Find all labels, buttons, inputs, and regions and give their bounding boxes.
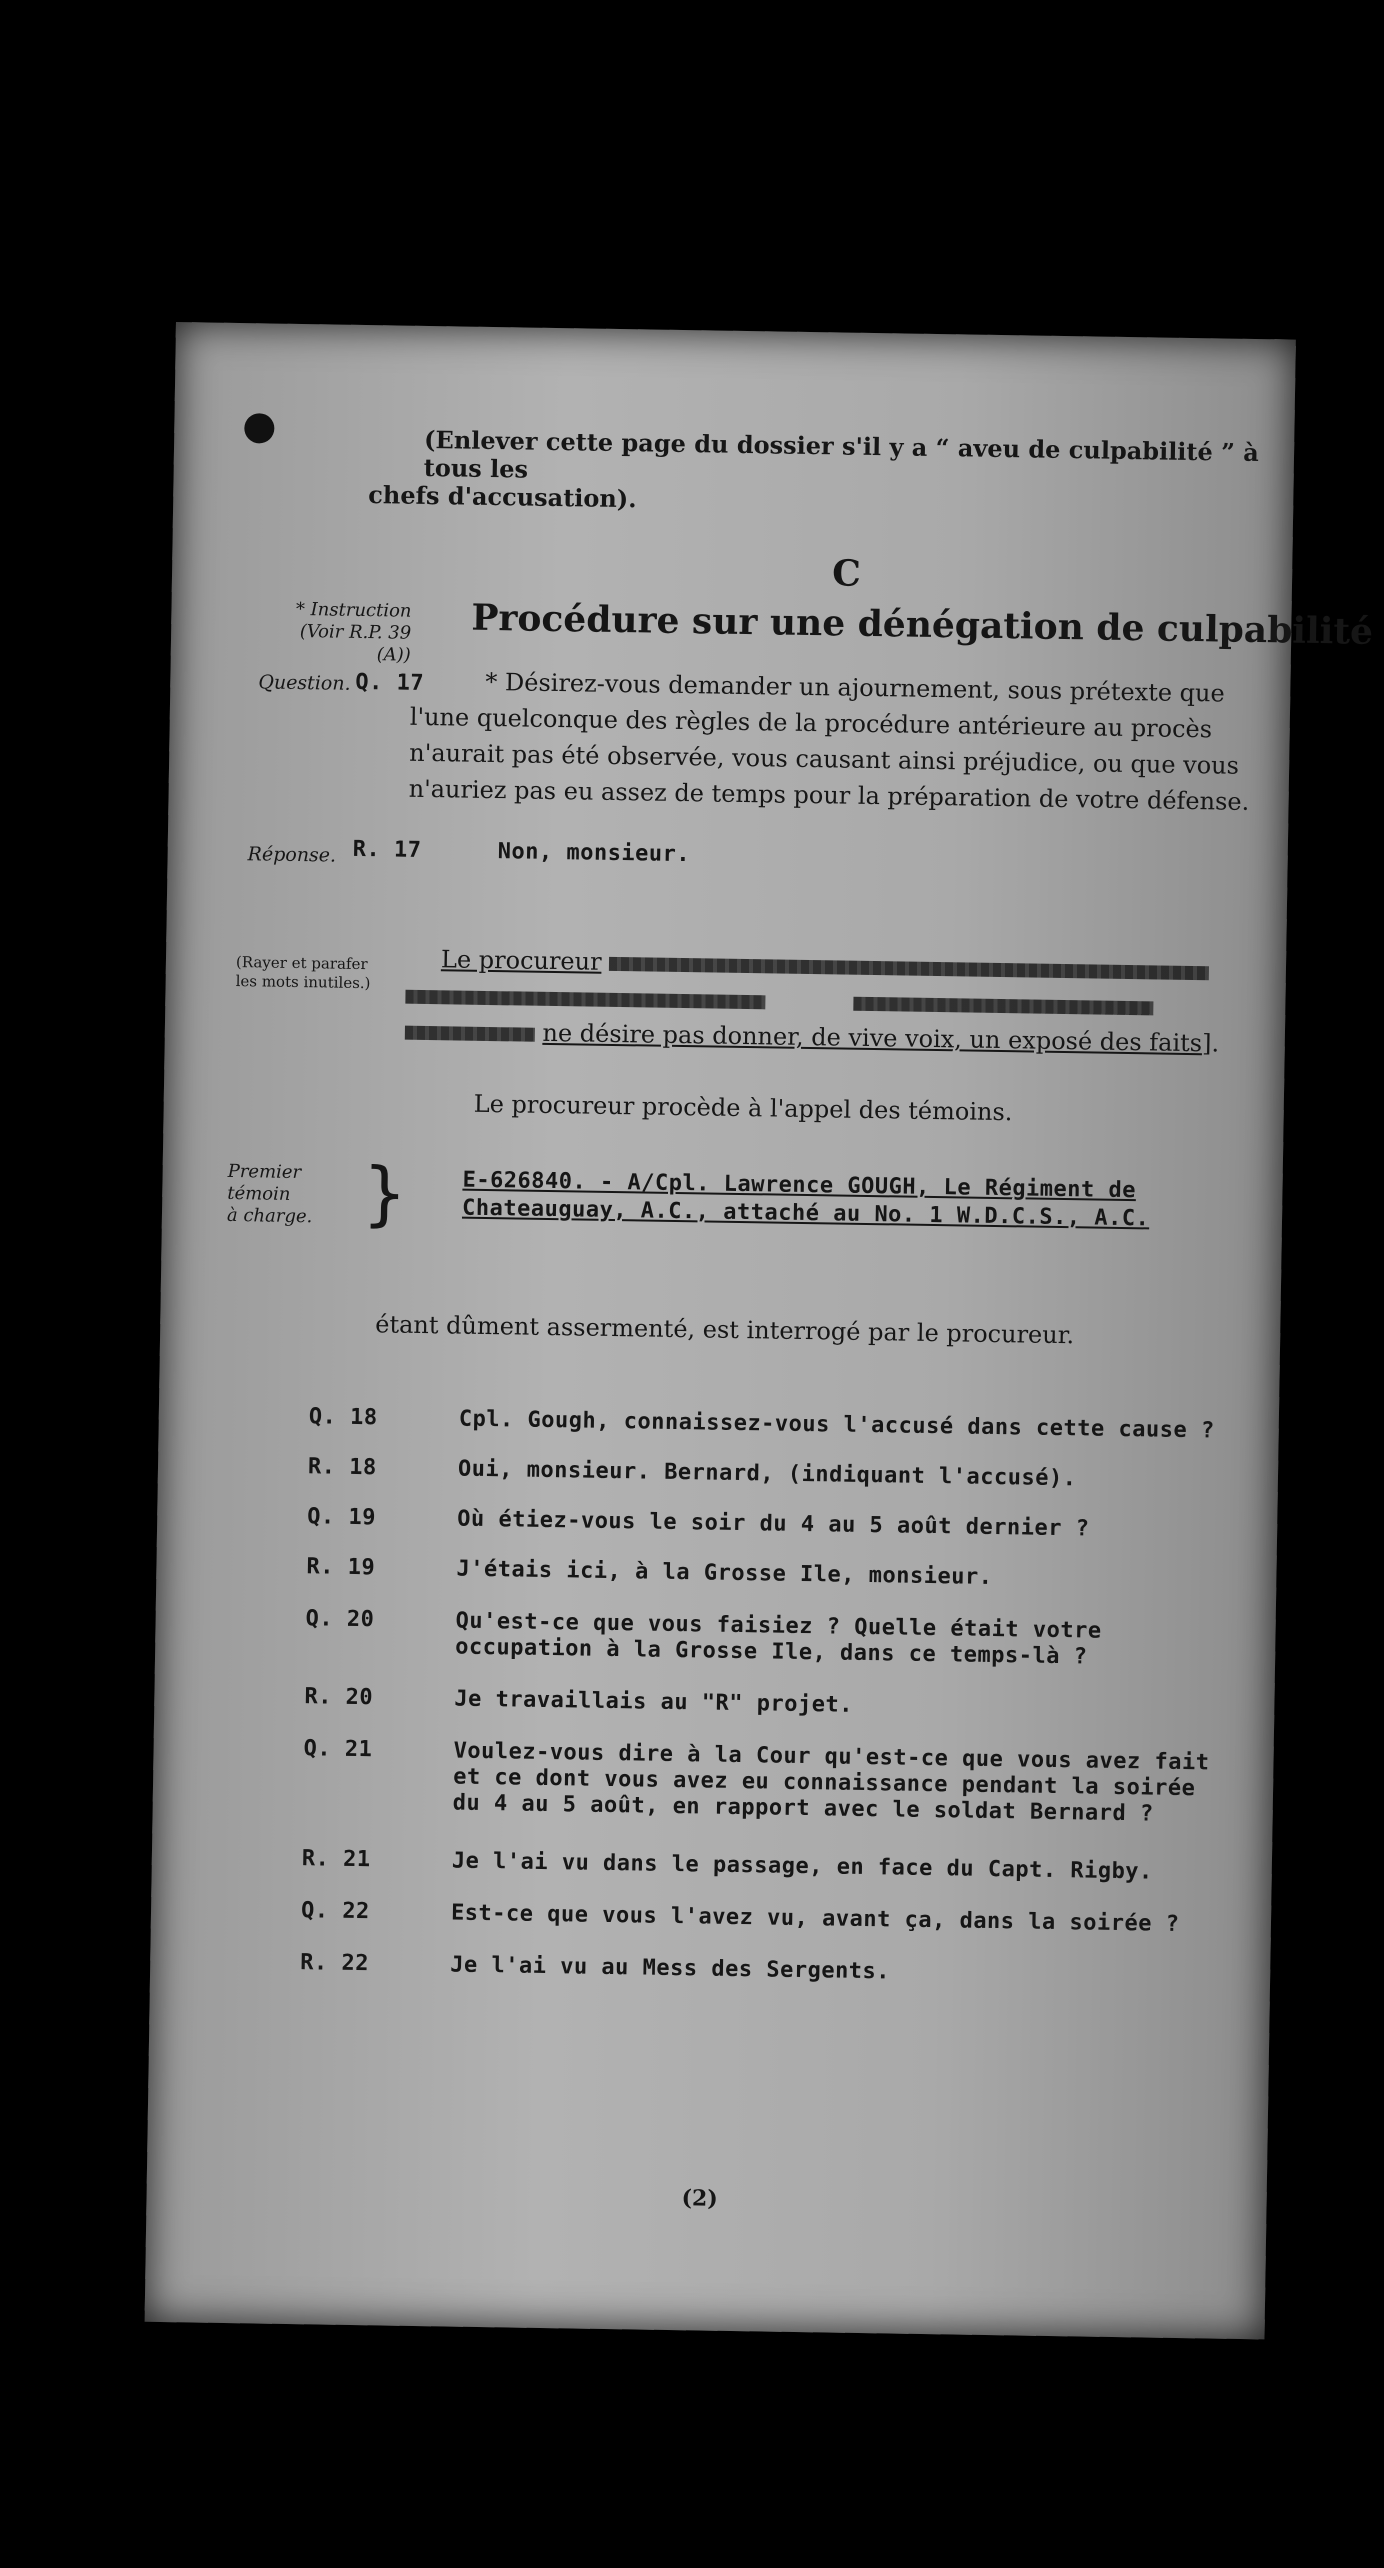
procureur-statement xyxy=(405,941,1267,1062)
struck-text xyxy=(609,956,1209,979)
header-note-line2: chefs d'accusation). xyxy=(368,480,637,514)
procureur-calls: Le procureur procède à l'appel des témoins. xyxy=(473,1089,1013,1127)
procureur-lead: Le procureur xyxy=(440,945,602,976)
exchange-text: Je travaillais au "R" projet. xyxy=(454,1686,854,1718)
document-page xyxy=(145,322,1374,2339)
procureur-retained-text: ne désire pas donner, de vive voix, un exposé des faits xyxy=(542,1018,1203,1058)
answer-text: Non, monsieur. xyxy=(497,839,691,868)
witness-label xyxy=(227,1161,358,1229)
sworn-statement: étant dûment assermenté, est interrogé par le procureur. xyxy=(375,1310,1075,1350)
exchange-row xyxy=(300,1950,1230,1985)
exchange-text: Voulez-vous dire à la Cour qu'est-ce que vous avez fait et ce dont vous avez eu connaissance pendant la soirée du 4 au 5 août, en rapport avec le soldat Bernard ? xyxy=(452,1738,1210,1827)
struck-text xyxy=(405,1025,535,1041)
page-number: (2) xyxy=(681,2185,718,2212)
strike-note-line2: les mots inutiles.) xyxy=(235,972,371,993)
exchange-number: R. 18 xyxy=(307,1454,377,1481)
exchange-row xyxy=(305,1606,1236,1670)
exchange-text: Cpl. Gough, connaissez-vous l'accusé dans cette cause ? xyxy=(458,1406,1215,1444)
question-number: Q. 17 xyxy=(355,669,425,696)
question-text: * Désirez-vous demander un ajournement, sous prétexte que l'une quelconque des règles de la procédure antérieure au procès n'aurait pas été observée, vous causant ainsi préjudice, ou que vous n'auriez pas eu assez de temps pour la préparation de votre défense. xyxy=(408,667,1250,816)
exchange-row xyxy=(304,1684,1235,1718)
page-title: Procédure sur une dénégation de culpabilité xyxy=(471,596,1374,653)
brace-icon: } xyxy=(361,1152,408,1235)
exchange-row xyxy=(308,1404,1239,1444)
exchange-number: Q. 18 xyxy=(308,1404,378,1431)
witness-identification xyxy=(462,1167,1223,1235)
struck-text xyxy=(405,989,765,1009)
witness-line1: E-626840. - A/Cpl. Lawrence GOUGH, Le Régiment de xyxy=(462,1167,1137,1204)
exchange-text: Je l'ai vu au Mess des Sergents. xyxy=(450,1952,891,1985)
strike-note xyxy=(235,953,386,993)
exchange-text: Où étiez-vous le soir du 4 au 5 août dernier ? xyxy=(457,1506,1090,1542)
struck-text xyxy=(853,996,1153,1015)
instruction-note xyxy=(261,598,412,666)
strike-note-line1: (Rayer et parafer xyxy=(235,953,368,974)
exchange-text: Est-ce que vous l'avez vu, avant ça, dans la soirée ? xyxy=(450,1900,1180,1937)
exchange-row xyxy=(307,1504,1237,1542)
exchange-row xyxy=(303,1736,1234,1827)
header-note-line1: (Enlever cette page du dossier s'il y a “ aveu de culpabilité ” à tous les xyxy=(423,424,1260,484)
procureur-end: ]. xyxy=(1201,1029,1220,1058)
witness-label-line3: à charge. xyxy=(226,1204,313,1228)
exchange-row xyxy=(301,1846,1232,1885)
witness-line2: Chateauguay, A.C., attaché au No. 1 W.D.C.S., A.C. xyxy=(461,1195,1150,1232)
exchange-number: Q. 20 xyxy=(305,1606,375,1633)
exchange-number: R. 19 xyxy=(306,1554,376,1581)
exchange-number: R. 22 xyxy=(300,1950,370,1977)
exchange-number: R. 21 xyxy=(301,1846,371,1873)
exchange-number: R. 20 xyxy=(304,1684,374,1711)
exchange-text: J'étais ici, à la Grosse Ile, monsieur. xyxy=(456,1556,993,1590)
exchange-text: Qu'est-ce que vous faisiez ? Quelle était votre occupation à la Grosse Ile, dans ce temps-là ? xyxy=(455,1608,1102,1670)
section-letter: C xyxy=(831,552,862,595)
instruction-note-line1: * Instruction xyxy=(295,598,412,622)
exchange-text: Oui, monsieur. Bernard, (indiquant l'accusé). xyxy=(457,1456,1077,1492)
ink-blot xyxy=(244,413,274,443)
exchange-text: Je l'ai vu dans le passage, en face du Capt. Rigby. xyxy=(451,1848,1153,1885)
witness-label-line1: Premier xyxy=(227,1160,302,1184)
question-label: Question. xyxy=(258,671,351,695)
header-note xyxy=(368,424,1284,523)
exchange-row xyxy=(307,1454,1238,1492)
witness-label-line2: témoin xyxy=(227,1182,291,1205)
exchange-number: Q. 21 xyxy=(303,1736,373,1763)
instruction-note-line2: (Voir R.P. 39 (A)) xyxy=(299,620,412,666)
answer-label: Réponse. xyxy=(247,843,337,867)
answer-number: R. 17 xyxy=(352,836,422,863)
exchange-number: Q. 22 xyxy=(300,1898,370,1925)
exchange-number: Q. 19 xyxy=(307,1504,377,1531)
exchange-row xyxy=(300,1898,1231,1937)
exchange-row xyxy=(306,1554,1237,1590)
